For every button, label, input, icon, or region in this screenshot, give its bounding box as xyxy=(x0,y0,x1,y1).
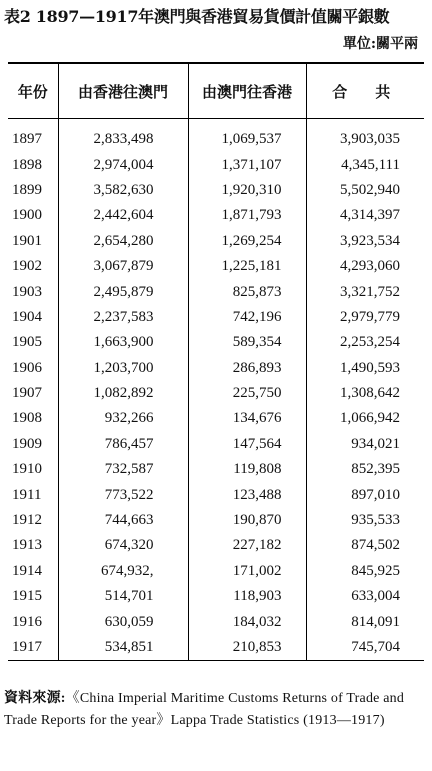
cell-hk-to-macau: 2,833,498 xyxy=(58,119,188,153)
table-row xyxy=(8,432,424,457)
cell-hk-to-macau: 674,932, xyxy=(58,559,188,584)
cell-total: 2,979,779 xyxy=(340,308,400,325)
cell-hk-to-macau: 3,582,630 xyxy=(58,178,188,203)
cell-year: 1917 xyxy=(8,635,58,661)
table-row xyxy=(8,609,424,634)
cell-hk-to-macau: 732,587 xyxy=(58,457,188,482)
cell-hk-to-macau: 3,067,879 xyxy=(58,254,188,279)
table-header-row xyxy=(8,63,424,119)
cell-macau-to-hk: 286,893 xyxy=(188,356,306,381)
source-note xyxy=(4,688,428,732)
cell-total: 897,010 xyxy=(351,486,400,503)
cell-macau-to-hk: 1,871,793 xyxy=(188,203,306,228)
cell-hk-to-macau: 744,663 xyxy=(58,508,188,533)
header-macau-to-hk: 由澳門往香港 xyxy=(188,63,306,119)
table-row xyxy=(8,305,424,330)
cell-year: 1902 xyxy=(8,254,58,279)
table-row xyxy=(8,254,424,279)
cell-total: 633,004 xyxy=(351,588,400,605)
cell-total: 3,903,035 xyxy=(340,131,400,148)
cell-total: 814,091 xyxy=(351,613,400,630)
cell-macau-to-hk: 147,564 xyxy=(188,432,306,457)
cell-hk-to-macau: 932,266 xyxy=(58,406,188,431)
source-text: 《China Imperial Maritime Customs Returns of Trade and Trade Reports for the year》Lappa Trade Statistics (1913—1917) xyxy=(4,691,405,728)
cell-hk-to-macau: 786,457 xyxy=(58,432,188,457)
table-row xyxy=(8,482,424,507)
cell-total: 1,066,942 xyxy=(340,410,400,427)
header-hk-to-macau: 由香港往澳門 xyxy=(58,63,188,119)
source-label: 資料來源: xyxy=(4,691,66,706)
cell-total: 5,502,940 xyxy=(340,181,400,198)
cell-year: 1907 xyxy=(8,381,58,406)
cell-macau-to-hk: 1,920,310 xyxy=(188,178,306,203)
table-row xyxy=(8,533,424,558)
table-title: 表2 1897—1917年澳門與香港貿易貨價計值關平銀數 xyxy=(4,7,390,26)
cell-year: 1909 xyxy=(8,432,58,457)
table-row xyxy=(8,381,424,406)
header-total: 合共 xyxy=(306,63,424,119)
cell-hk-to-macau: 2,654,280 xyxy=(58,229,188,254)
cell-year: 1903 xyxy=(8,279,58,304)
cell-total: 935,533 xyxy=(351,512,400,529)
cell-year: 1910 xyxy=(8,457,58,482)
cell-hk-to-macau: 2,974,004 xyxy=(58,152,188,177)
cell-macau-to-hk: 118,903 xyxy=(188,584,306,609)
cell-macau-to-hk: 171,002 xyxy=(188,559,306,584)
cell-total: 2,253,254 xyxy=(340,334,400,351)
cell-year: 1906 xyxy=(8,356,58,381)
table-row xyxy=(8,279,424,304)
table-row xyxy=(8,119,424,153)
cell-macau-to-hk: 1,371,107 xyxy=(188,152,306,177)
cell-year: 1913 xyxy=(8,533,58,558)
table-row xyxy=(8,178,424,203)
cell-total: 845,925 xyxy=(351,562,400,579)
cell-hk-to-macau: 773,522 xyxy=(58,482,188,507)
cell-macau-to-hk: 119,808 xyxy=(188,457,306,482)
cell-total: 745,704 xyxy=(306,635,424,661)
unit-label: 單位:關平兩 xyxy=(342,36,418,52)
cell-macau-to-hk: 225,750 xyxy=(188,381,306,406)
cell-total: 4,345,111 xyxy=(341,156,400,173)
cell-hk-to-macau: 1,203,700 xyxy=(58,356,188,381)
cell-hk-to-macau: 534,851 xyxy=(58,635,188,661)
cell-macau-to-hk: 742,196 xyxy=(188,305,306,330)
table-row xyxy=(8,457,424,482)
cell-hk-to-macau: 2,495,879 xyxy=(58,279,188,304)
cell-macau-to-hk: 1,269,254 xyxy=(188,229,306,254)
cell-macau-to-hk: 134,676 xyxy=(188,406,306,431)
cell-hk-to-macau: 674,320 xyxy=(58,533,188,558)
cell-hk-to-macau: 514,701 xyxy=(58,584,188,609)
cell-macau-to-hk: 825,873 xyxy=(188,279,306,304)
table-row xyxy=(8,356,424,381)
cell-year: 1901 xyxy=(8,229,58,254)
cell-total: 1,490,593 xyxy=(340,359,400,376)
cell-total: 934,021 xyxy=(351,435,400,452)
header-year: 年份 xyxy=(8,63,58,119)
table-row xyxy=(8,152,424,177)
cell-macau-to-hk: 190,870 xyxy=(188,508,306,533)
cell-total: 3,321,752 xyxy=(340,283,400,300)
cell-total: 1,308,642 xyxy=(340,385,400,402)
cell-total: 852,395 xyxy=(351,461,400,478)
cell-year: 1900 xyxy=(8,203,58,228)
cell-year: 1914 xyxy=(8,559,58,584)
table-body xyxy=(8,119,424,661)
cell-macau-to-hk: 589,354 xyxy=(188,330,306,355)
cell-year: 1899 xyxy=(8,178,58,203)
cell-macau-to-hk: 227,182 xyxy=(188,533,306,558)
table-row xyxy=(8,330,424,355)
table-row xyxy=(8,635,424,661)
table-row xyxy=(8,584,424,609)
cell-year: 1916 xyxy=(8,609,58,634)
table-row xyxy=(8,406,424,431)
cell-year: 1908 xyxy=(8,406,58,431)
table-row xyxy=(8,203,424,228)
cell-year: 1912 xyxy=(8,508,58,533)
trade-value-table xyxy=(8,62,424,661)
table-row xyxy=(8,229,424,254)
cell-macau-to-hk: 210,853 xyxy=(188,635,306,661)
cell-year: 1898 xyxy=(8,152,58,177)
cell-hk-to-macau: 1,663,900 xyxy=(58,330,188,355)
cell-year: 1905 xyxy=(8,330,58,355)
cell-total: 4,293,060 xyxy=(340,258,400,275)
cell-hk-to-macau: 2,442,604 xyxy=(58,203,188,228)
cell-hk-to-macau: 1,082,892 xyxy=(58,381,188,406)
table-row xyxy=(8,559,424,584)
cell-year: 1897 xyxy=(8,119,58,153)
cell-macau-to-hk: 1,069,537 xyxy=(188,119,306,153)
cell-hk-to-macau: 2,237,583 xyxy=(58,305,188,330)
cell-macau-to-hk: 184,032 xyxy=(188,609,306,634)
cell-total: 4,314,397 xyxy=(340,207,400,224)
cell-year: 1911 xyxy=(8,482,58,507)
cell-total: 3,923,534 xyxy=(340,232,400,249)
table-row xyxy=(8,508,424,533)
cell-macau-to-hk: 1,225,181 xyxy=(188,254,306,279)
cell-year: 1904 xyxy=(8,305,58,330)
cell-total: 874,502 xyxy=(351,537,400,554)
cell-year: 1915 xyxy=(8,584,58,609)
cell-macau-to-hk: 123,488 xyxy=(188,482,306,507)
cell-hk-to-macau: 630,059 xyxy=(58,609,188,634)
